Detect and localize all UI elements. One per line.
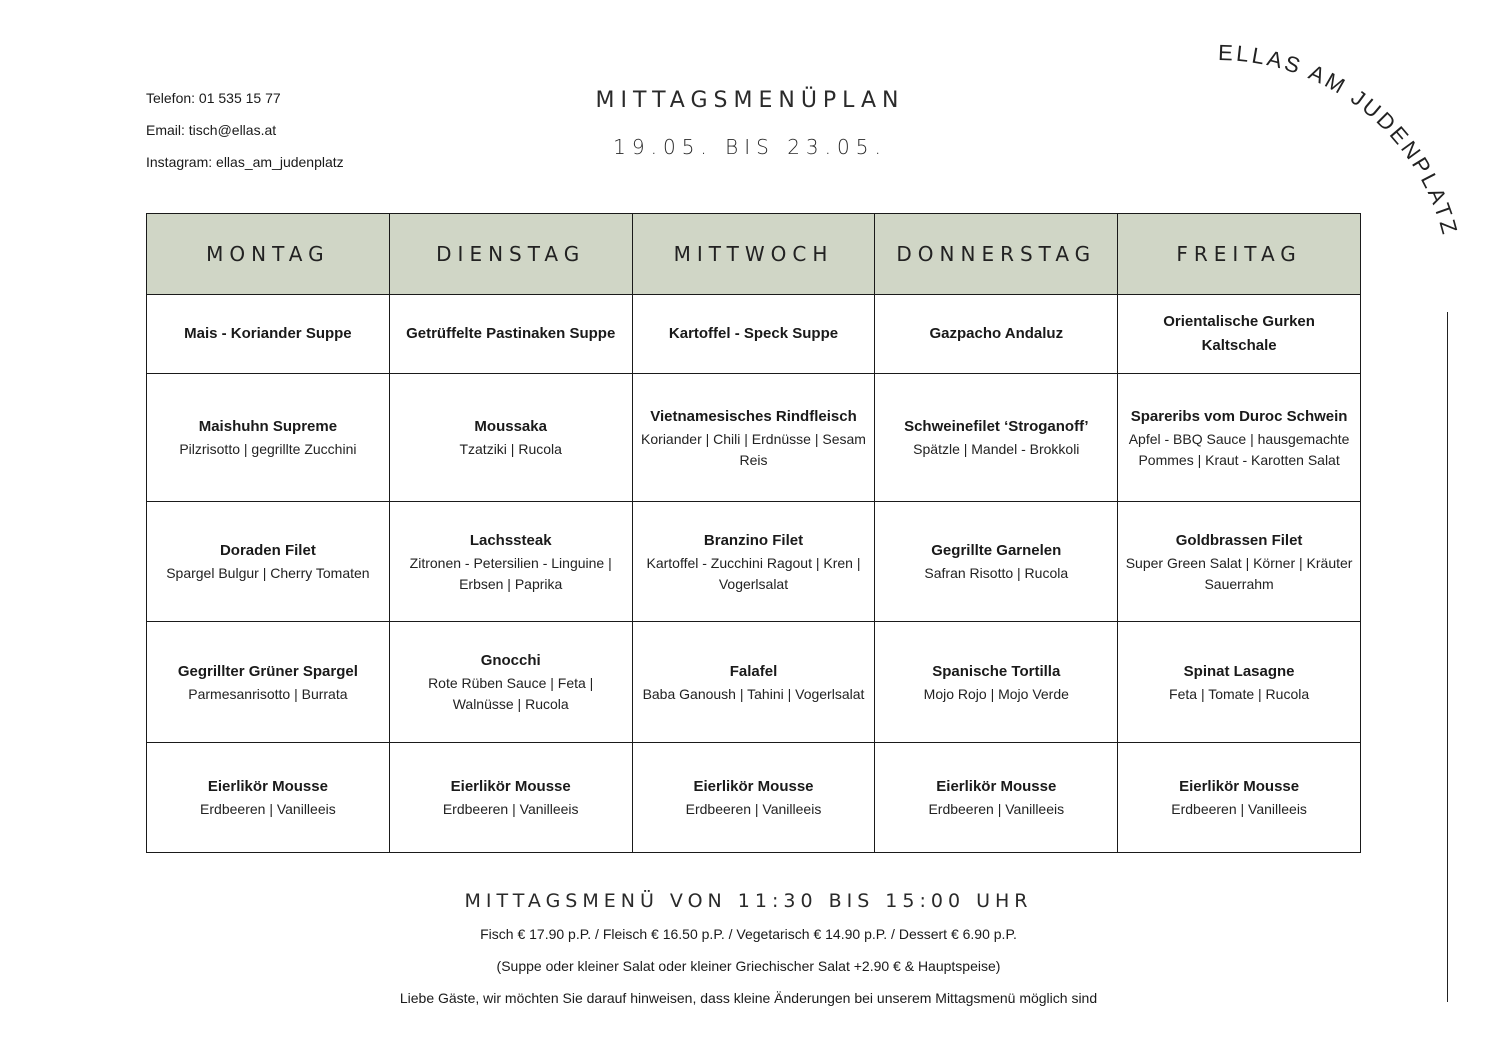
table-row — [147, 502, 1361, 622]
dish-sides: Erdbeeren | Vanilleeis — [200, 801, 336, 817]
menu-cell — [389, 502, 632, 622]
menu-cell — [1118, 502, 1361, 622]
menu-cell — [632, 502, 875, 622]
dish-sides: Rote Rüben Sauce | Feta | Walnüsse | Rucola — [428, 675, 594, 712]
menu-cell — [875, 374, 1118, 502]
dish-name: Lachssteak — [469, 531, 552, 549]
day-header-mittwoch: MITTWOCH — [632, 214, 875, 295]
dish-name: Spareribs vom Duroc Schwein — [1130, 407, 1348, 425]
table-row — [147, 743, 1361, 853]
day-header-montag: MONTAG — [147, 214, 390, 295]
menu-cell — [875, 743, 1118, 853]
page-title: MITTAGSMENÜPLAN — [595, 88, 905, 113]
menu-cell — [1118, 743, 1361, 853]
dish-sides: Spätzle | Mandel - Brokkoli — [913, 441, 1080, 457]
menu-cell — [147, 622, 390, 743]
dish-name: Eierlikör Mousse — [450, 778, 571, 795]
day-header-row — [147, 214, 1361, 295]
dish-name: Kartoffel - Speck Suppe — [668, 325, 839, 342]
menu-cell — [875, 502, 1118, 622]
dish-name: Gnocchi — [480, 652, 541, 669]
table-row — [147, 622, 1361, 743]
menu-cell — [389, 374, 632, 502]
dish-name: Maishuhn Supreme — [198, 418, 338, 435]
dish-name: Schweinefilet ‘Stroganoff’ — [904, 418, 1089, 435]
dish-sides: Spargel Bulgur | Cherry Tomaten — [166, 565, 370, 581]
decorative-vertical-line — [1447, 312, 1448, 1002]
dish-sides: Erdbeeren | Vanilleeis — [685, 801, 822, 817]
dish-sides: Erdbeeren | Vanilleeis — [928, 801, 1065, 817]
date-range: 19.05. BIS 23.05. — [613, 135, 887, 159]
dish-name: Eierlikör Mousse — [936, 778, 1057, 795]
menu-cell — [147, 502, 390, 622]
menu-cell — [147, 295, 390, 374]
menu-cell — [1118, 295, 1361, 374]
dish-name: Spanische Tortilla — [932, 662, 1061, 680]
dish-name: Vietnamesisches Rindfleisch — [650, 407, 857, 425]
dish-sides: Pilzrisotto | gegrillte Zucchini — [179, 441, 357, 457]
notice-line: Liebe Gäste, wir möchten Sie darauf hinweisen, dass kleine Änderungen bei unserem Mittagsmenü möglich sind — [399, 990, 1098, 1006]
dish-sides: Zitronen - Petersilien - Linguine | Erbsen | Paprika — [409, 554, 612, 592]
dish-name: Eierlikör Mousse — [693, 778, 814, 795]
menu-cell — [389, 622, 632, 743]
menu-table — [146, 213, 1361, 853]
addon-line: (Suppe oder kleiner Salat oder kleiner Griechischer Salat +2.90 € & Hauptspeise) — [496, 958, 1001, 974]
menu-cell — [147, 743, 390, 853]
menu-cell — [632, 622, 875, 743]
dish-sides: Tzatziki | Rucola — [459, 441, 562, 457]
day-header-donnerstag: DONNERSTAG — [875, 214, 1118, 295]
menu-cell — [875, 622, 1118, 743]
dish-name: Doraden Filet — [219, 542, 316, 559]
dish-sides: Apfel - BBQ Sauce | hausgemachte Pommes | Kraut - Karotten Salat — [1128, 430, 1350, 468]
menu-cell — [632, 295, 875, 374]
phone-number: Telefon: 01 535 15 77 — [146, 90, 281, 106]
dish-name: Gegrillter Grüner Spargel — [177, 662, 358, 680]
menu-cell — [389, 295, 632, 374]
dish-name: Moussaka — [474, 418, 547, 435]
dish-name: Falafel — [729, 662, 778, 680]
dish-name: Eierlikör Mousse — [207, 778, 328, 795]
dish-name: Eierlikör Mousse — [1179, 778, 1300, 795]
dish-sides: Safran Risotto | Rucola — [924, 565, 1069, 581]
dish-name: Spinat Lasagne — [1183, 662, 1295, 680]
dish-name: Orientalische Gurken Kaltschale — [1163, 313, 1315, 354]
dish-sides: Erdbeeren | Vanilleeis — [1171, 801, 1307, 817]
dish-sides: Koriander | Chili | Erdnüsse | Sesam Reis — [641, 430, 866, 468]
dish-sides: Parmesanrisotto | Burrata — [188, 685, 348, 702]
menu-cell — [147, 374, 390, 502]
dish-sides: Kartoffel - Zucchini Ragout | Kren | Vogerlsalat — [646, 554, 861, 592]
menu-cell — [1118, 622, 1361, 743]
day-header-freitag: FREITAG — [1118, 214, 1361, 295]
menu-cell — [1118, 374, 1361, 502]
email-address: Email: tisch@ellas.at — [146, 122, 277, 138]
menu-cell — [389, 743, 632, 853]
dish-name: Mais - Koriander Suppe — [184, 325, 352, 342]
dish-name: Branzino Filet — [703, 531, 804, 549]
dish-sides: Erdbeeren | Vanilleeis — [442, 801, 579, 817]
dish-sides: Feta | Tomate | Rucola — [1169, 685, 1310, 702]
menu-cell — [875, 295, 1118, 374]
dish-name: Getrüffelte Pastinaken Suppe — [406, 325, 616, 342]
dish-sides: Baba Ganoush | Tahini | Vogerlsalat — [642, 685, 865, 702]
table-row — [147, 295, 1361, 374]
dish-name: Goldbrassen Filet — [1175, 531, 1303, 549]
table-row — [147, 374, 1361, 502]
dish-name: Gazpacho Andaluz — [929, 325, 1064, 342]
menu-cell — [632, 743, 875, 853]
instagram-handle: Instagram: ellas_am_judenplatz — [146, 154, 344, 170]
dish-sides: Super Green Salat | Körner | Kräuter Sauerrahm — [1125, 554, 1353, 592]
brand-name: ELLAS AM JUDENPLATZ — [1217, 39, 1464, 240]
menu-body — [147, 295, 1361, 853]
footer — [146, 890, 1351, 1022]
price-line: Fisch € 17.90 p.P. / Fleisch € 16.50 p.P. / Vegetarisch € 14.90 p.P. / Dessert € 6.90 p.P. — [480, 926, 1017, 942]
dish-sides: Mojo Rojo | Mojo Verde — [923, 685, 1069, 702]
dish-name: Gegrillte Garnelen — [931, 542, 1062, 559]
menu-cell — [632, 374, 875, 502]
day-header-dienstag: DIENSTAG — [389, 214, 632, 295]
lunch-hours: MITTAGSMENÜ VON 11:30 BIS 15:00 UHR — [464, 890, 1033, 912]
